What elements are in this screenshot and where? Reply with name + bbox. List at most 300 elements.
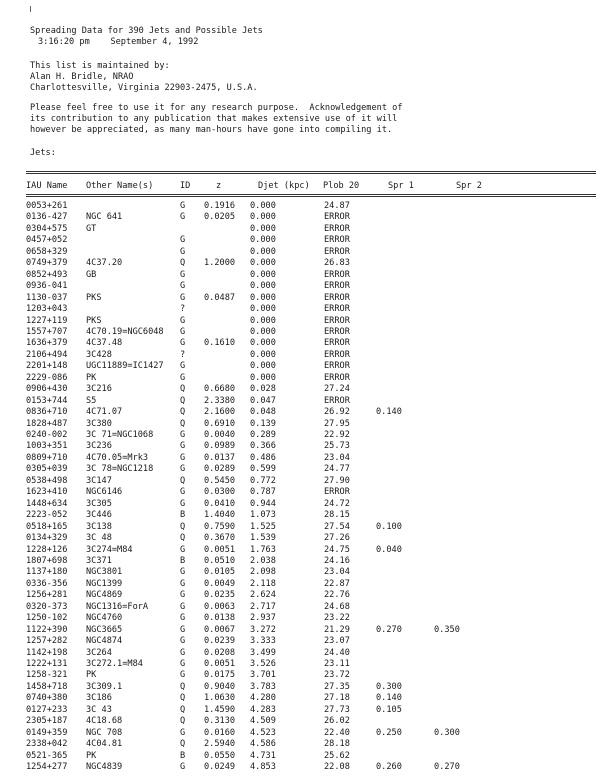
table-row <box>26 361 601 371</box>
cell-id-code: Q <box>180 475 186 486</box>
cell-iau-name: 0149+359 <box>26 727 68 738</box>
cell-plob: 26.92 <box>324 407 350 418</box>
cell-other-name: 4C71.07 <box>86 407 123 418</box>
cell-plob: 23.11 <box>324 659 350 669</box>
cell-spr2: 0.350 <box>434 624 460 635</box>
cell-spr1: 0.140 <box>376 693 402 704</box>
cell-other-name: 3C309.1 <box>86 681 123 692</box>
cell-plob: ERROR <box>324 304 350 315</box>
cell-djet: 4.280 <box>250 693 276 704</box>
cell-other-name: PK <box>86 750 97 761</box>
cell-id-code: B <box>180 750 186 761</box>
cell-id-code: G <box>180 762 186 773</box>
cell-other-name: NGC4869 <box>86 590 123 601</box>
cell-iau-name: 0320-373 <box>26 601 68 612</box>
cell-djet: 0.047 <box>250 395 276 406</box>
cell-plob: ERROR <box>324 349 350 360</box>
cell-plob: 23.07 <box>324 636 350 647</box>
table-row <box>26 258 601 268</box>
cell-djet: 3.783 <box>250 681 276 692</box>
cell-redshift: 0.0138 <box>204 613 236 624</box>
cell-redshift: 0.0051 <box>204 659 236 669</box>
cell-other-name: 3C186 <box>86 693 112 704</box>
cell-other-name: NGC 641 <box>86 212 123 223</box>
cell-plob: 22.92 <box>324 430 350 440</box>
cell-plob: 27.90 <box>324 475 350 486</box>
cell-id-code: G <box>180 281 186 292</box>
cell-redshift: 0.0160 <box>204 727 236 738</box>
cell-plob: 22.76 <box>324 590 350 601</box>
cell-djet: 2.118 <box>250 578 276 589</box>
cell-djet: 0.000 <box>250 326 276 337</box>
cell-id-code: Q <box>180 739 186 750</box>
cell-redshift: 0.0208 <box>204 647 236 658</box>
cell-plob: 24.72 <box>324 498 350 509</box>
cell-redshift: 0.0049 <box>204 578 236 589</box>
cell-other-name: NGC3665 <box>86 624 123 635</box>
cell-iau-name: 0127+233 <box>26 704 68 715</box>
cell-other-name: GT <box>86 223 97 234</box>
cell-plob: ERROR <box>324 269 350 280</box>
table-row <box>26 453 601 463</box>
cell-iau-name: 0936-041 <box>26 281 68 292</box>
cell-djet: 0.000 <box>250 212 276 223</box>
cell-plob: 27.95 <box>324 418 350 429</box>
cell-redshift: 0.0989 <box>204 441 236 452</box>
table-row <box>26 201 601 211</box>
cell-id-code: ? <box>180 304 186 315</box>
maintainer-intro: This list is maintained by: <box>30 61 170 71</box>
cell-spr1: 0.300 <box>376 681 402 692</box>
cell-djet: 0.000 <box>250 269 276 280</box>
cell-redshift: 0.0550 <box>204 750 236 761</box>
cell-spr1: 0.250 <box>376 727 402 738</box>
cell-redshift: 1.0630 <box>204 693 236 704</box>
table-row <box>26 602 601 612</box>
cell-iau-name: 1137+180 <box>26 567 68 578</box>
cell-plob: 27.18 <box>324 693 350 704</box>
cell-other-name: NGC4874 <box>86 636 123 647</box>
cell-iau-name: 0906+430 <box>26 384 68 395</box>
cell-iau-name: 1257+282 <box>26 636 68 647</box>
cell-other-name: PKS <box>86 292 102 303</box>
cell-iau-name: 0809+710 <box>26 452 68 463</box>
table-row <box>26 384 601 394</box>
cell-redshift: 0.0289 <box>204 464 236 475</box>
cell-redshift: 0.0063 <box>204 601 236 612</box>
cell-plob: ERROR <box>324 212 350 223</box>
cell-iau-name: 0538+498 <box>26 475 68 486</box>
cell-plob: 24.16 <box>324 555 350 566</box>
cell-id-code: B <box>180 555 186 566</box>
cell-plob: ERROR <box>324 281 350 292</box>
cell-djet: 2.624 <box>250 590 276 601</box>
table-row <box>26 625 601 635</box>
cell-iau-name: 1557+707 <box>26 326 68 337</box>
cell-plob: 27.26 <box>324 533 350 544</box>
cell-other-name: 3C371 <box>86 555 112 566</box>
cell-iau-name: 1250-102 <box>26 613 68 624</box>
cell-plob: ERROR <box>324 361 350 372</box>
cell-id-code: G <box>180 372 186 383</box>
cell-iau-name: 1130-037 <box>26 292 68 303</box>
time-text: 3:16:20 pm <box>38 37 90 47</box>
cell-id-code: ? <box>180 349 186 360</box>
cell-id-code: Q <box>180 704 186 715</box>
table-row <box>26 579 601 589</box>
document-title: Spreading Data for 390 Jets and Possible Jets <box>30 26 263 36</box>
cell-djet: 4.523 <box>250 727 276 738</box>
cell-plob: ERROR <box>324 395 350 406</box>
cell-id-code: Q <box>180 533 186 544</box>
cell-other-name: 3C138 <box>86 521 112 532</box>
cell-djet: 0.944 <box>250 498 276 509</box>
cell-id-code: Q <box>180 395 186 406</box>
table-row <box>26 533 601 543</box>
table-row <box>26 235 601 245</box>
cell-id-code: Q <box>180 384 186 395</box>
cell-iau-name: 0658+329 <box>26 246 68 257</box>
table-row <box>26 693 601 703</box>
cell-djet: 1.539 <box>250 533 276 544</box>
table-row <box>26 613 601 623</box>
cell-other-name: 4C04.81 <box>86 739 123 750</box>
cell-plob: ERROR <box>324 235 350 246</box>
cell-redshift: 0.0239 <box>204 636 236 647</box>
cell-iau-name: 0740+380 <box>26 693 68 704</box>
cell-id-code: G <box>180 647 186 658</box>
table-row <box>26 441 601 451</box>
cell-iau-name: 0153+744 <box>26 395 68 406</box>
cell-id-code: Q <box>180 681 186 692</box>
cell-id-code: Q <box>180 693 186 704</box>
col-djet: Djet (kpc) <box>258 181 310 191</box>
cell-plob: 27.73 <box>324 704 350 715</box>
cell-iau-name: 0134+329 <box>26 533 68 544</box>
cell-redshift: 0.0175 <box>204 670 236 681</box>
cell-redshift: 0.0205 <box>204 212 236 223</box>
cell-other-name: NGC4760 <box>86 613 123 624</box>
cell-iau-name: 1142+198 <box>26 647 68 658</box>
cell-iau-name: 1636+379 <box>26 338 68 349</box>
cell-spr1: 0.100 <box>376 521 402 532</box>
cell-redshift: 0.3670 <box>204 533 236 544</box>
cell-djet: 0.000 <box>250 338 276 349</box>
cell-djet: 4.731 <box>250 750 276 761</box>
cell-plob: ERROR <box>324 487 350 498</box>
table-row <box>26 545 601 555</box>
cell-id-code: Q <box>180 407 186 418</box>
cell-djet: 0.000 <box>250 258 276 269</box>
cell-other-name: 4C18.68 <box>86 716 123 727</box>
cell-djet: 3.272 <box>250 624 276 635</box>
maintainer-name: Alan H. Bridle, NRAO <box>30 72 134 82</box>
cell-iau-name: 0305+039 <box>26 464 68 475</box>
cell-djet: 0.000 <box>250 361 276 372</box>
cell-id-code: G <box>180 441 186 452</box>
table-row <box>26 430 601 440</box>
cell-djet: 0.000 <box>250 223 276 234</box>
cell-djet: 1.763 <box>250 544 276 555</box>
punch-mark <box>30 6 31 12</box>
cell-djet: 0.028 <box>250 384 276 395</box>
cell-plob: 24.68 <box>324 601 350 612</box>
cell-plob: 27.54 <box>324 521 350 532</box>
cell-djet: 2.038 <box>250 555 276 566</box>
cell-id-code: G <box>180 464 186 475</box>
cell-redshift: 0.0051 <box>204 544 236 555</box>
cell-id-code: G <box>180 727 186 738</box>
column-header-row <box>26 181 601 192</box>
cell-other-name: 3C380 <box>86 418 112 429</box>
jets-label: Jets: <box>30 148 56 158</box>
cell-redshift: 0.0040 <box>204 430 236 440</box>
cell-iau-name: 0852+493 <box>26 269 68 280</box>
table-row <box>26 464 601 474</box>
table-row <box>26 293 601 303</box>
cell-plob: 24.40 <box>324 647 350 658</box>
cell-id-code: G <box>180 567 186 578</box>
cell-redshift: 0.0487 <box>204 292 236 303</box>
table-row <box>26 212 601 222</box>
cell-iau-name: 2305+187 <box>26 716 68 727</box>
table-row <box>26 510 601 520</box>
table-row <box>26 522 601 532</box>
cell-djet: 0.787 <box>250 487 276 498</box>
cell-djet: 0.000 <box>250 372 276 383</box>
table-row <box>26 739 601 749</box>
cell-plob: 24.87 <box>324 201 350 211</box>
cell-id-code: G <box>180 624 186 635</box>
cell-plob: 22.87 <box>324 578 350 589</box>
table-row <box>26 762 601 772</box>
notice-line-1: Please feel free to use it for any research purpose. Acknowledgement of <box>30 103 403 113</box>
cell-plob: ERROR <box>324 338 350 349</box>
cell-plob: 25.62 <box>324 750 350 761</box>
cell-djet: 0.366 <box>250 441 276 452</box>
cell-id-code: G <box>180 430 186 440</box>
cell-iau-name: 0336-356 <box>26 578 68 589</box>
cell-djet: 0.000 <box>250 315 276 326</box>
cell-other-name: NGC3801 <box>86 567 123 578</box>
cell-other-name: 4C37.20 <box>86 258 123 269</box>
cell-redshift: 1.4040 <box>204 510 236 521</box>
col-id: ID <box>180 181 191 191</box>
cell-other-name: S5 <box>86 395 97 406</box>
cell-id-code: G <box>180 292 186 303</box>
table-row <box>26 648 601 658</box>
cell-djet: 1.073 <box>250 510 276 521</box>
cell-redshift: 2.1600 <box>204 407 236 418</box>
cell-other-name: PK <box>86 670 97 681</box>
cell-djet: 0.139 <box>250 418 276 429</box>
jets-table <box>26 201 601 776</box>
cell-iau-name: 2229-086 <box>26 372 68 383</box>
cell-djet: 0.000 <box>250 349 276 360</box>
maintainer-address: Charlottesville, Virginia 22903-2475, U.S.A. <box>30 83 258 93</box>
col-spr1: Spr 1 <box>388 181 414 191</box>
cell-redshift: 0.0137 <box>204 452 236 463</box>
cell-iau-name: 2338+042 <box>26 739 68 750</box>
cell-plob: 24.75 <box>324 544 350 555</box>
cell-other-name: PK <box>86 372 97 383</box>
cell-other-name: 3C272.1=M84 <box>86 659 143 669</box>
cell-other-name: GB <box>86 269 97 280</box>
cell-iau-name: 1228+126 <box>26 544 68 555</box>
table-row <box>26 304 601 314</box>
table-row <box>26 316 601 326</box>
cell-redshift: 0.0235 <box>204 590 236 601</box>
cell-redshift: 1.4590 <box>204 704 236 715</box>
cell-djet: 0.000 <box>250 201 276 211</box>
notice-line-2: its contribution to any publication that makes extensive use of it will <box>30 114 398 124</box>
table-row <box>26 728 601 738</box>
cell-iau-name: 1458+718 <box>26 681 68 692</box>
cell-djet: 1.525 <box>250 521 276 532</box>
table-row <box>26 636 601 646</box>
cell-id-code: G <box>180 659 186 669</box>
cell-id-code: Q <box>180 418 186 429</box>
cell-plob: ERROR <box>324 223 350 234</box>
cell-spr1: 0.270 <box>376 624 402 635</box>
cell-djet: 3.701 <box>250 670 276 681</box>
table-top-rule <box>26 171 596 174</box>
cell-other-name: 3C446 <box>86 510 112 521</box>
cell-plob: 23.72 <box>324 670 350 681</box>
cell-other-name: PKS <box>86 315 102 326</box>
cell-djet: 3.499 <box>250 647 276 658</box>
notice-line-3: however be appreciated, as many man-hours have gone into compiling it. <box>30 125 393 135</box>
cell-iau-name: 0749+379 <box>26 258 68 269</box>
cell-redshift: 0.1610 <box>204 338 236 349</box>
table-row <box>26 419 601 429</box>
cell-other-name: 3C236 <box>86 441 112 452</box>
cell-other-name: 3C428 <box>86 349 112 360</box>
cell-iau-name: 1256+281 <box>26 590 68 601</box>
cell-djet: 4.586 <box>250 739 276 750</box>
table-row <box>26 670 601 680</box>
table-row <box>26 590 601 600</box>
cell-id-code: Q <box>180 716 186 727</box>
cell-redshift: 0.3130 <box>204 716 236 727</box>
cell-id-code: G <box>180 613 186 624</box>
cell-id-code: G <box>180 326 186 337</box>
cell-id-code: G <box>180 235 186 246</box>
cell-other-name: NGC1399 <box>86 578 123 589</box>
table-row <box>26 338 601 348</box>
cell-id-code: G <box>180 636 186 647</box>
cell-plob: 23.04 <box>324 452 350 463</box>
cell-plob: ERROR <box>324 292 350 303</box>
cell-iau-name: 0304+575 <box>26 223 68 234</box>
cell-id-code: G <box>180 361 186 372</box>
cell-plob: 27.35 <box>324 681 350 692</box>
cell-other-name: 3C 71=NGC1068 <box>86 430 154 440</box>
cell-other-name: 3C264 <box>86 647 112 658</box>
cell-djet: 0.289 <box>250 430 276 440</box>
cell-id-code: G <box>180 590 186 601</box>
cell-spr1: 0.260 <box>376 762 402 773</box>
cell-djet: 0.486 <box>250 452 276 463</box>
cell-iau-name: 1203+043 <box>26 304 68 315</box>
cell-id-code: G <box>180 246 186 257</box>
col-spr2: Spr 2 <box>456 181 482 191</box>
cell-iau-name: 1623+410 <box>26 487 68 498</box>
cell-id-code: G <box>180 338 186 349</box>
table-row <box>26 499 601 509</box>
cell-other-name: 4C37.48 <box>86 338 123 349</box>
cell-other-name: 3C147 <box>86 475 112 486</box>
cell-redshift: 2.5940 <box>204 739 236 750</box>
cell-spr2: 0.270 <box>434 762 460 773</box>
cell-iau-name: 0521-365 <box>26 750 68 761</box>
table-row <box>26 751 601 761</box>
cell-plob: 26.02 <box>324 716 350 727</box>
cell-redshift: 1.2000 <box>204 258 236 269</box>
cell-other-name: NGC 708 <box>86 727 123 738</box>
cell-other-name: 3C 48 <box>86 533 112 544</box>
cell-iau-name: 1003+351 <box>26 441 68 452</box>
cell-iau-name: 1807+698 <box>26 555 68 566</box>
table-row <box>26 567 601 577</box>
col-iau-name: IAU Name <box>26 181 68 191</box>
cell-plob: ERROR <box>324 326 350 337</box>
cell-iau-name: 0518+165 <box>26 521 68 532</box>
cell-redshift: 0.5450 <box>204 475 236 486</box>
cell-redshift: 0.7590 <box>204 521 236 532</box>
date-text: September 4, 1992 <box>110 37 199 47</box>
cell-redshift: 0.0410 <box>204 498 236 509</box>
cell-iau-name: 1828+487 <box>26 418 68 429</box>
cell-djet: 0.000 <box>250 246 276 257</box>
cell-plob: 24.77 <box>324 464 350 475</box>
cell-redshift: 0.0249 <box>204 762 236 773</box>
cell-djet: 4.283 <box>250 704 276 715</box>
table-row <box>26 716 601 726</box>
cell-other-name: NGC4839 <box>86 762 123 773</box>
cell-id-code: G <box>180 601 186 612</box>
cell-spr1: 0.040 <box>376 544 402 555</box>
cell-id-code: G <box>180 315 186 326</box>
cell-redshift: 0.0105 <box>204 567 236 578</box>
cell-djet: 0.000 <box>250 304 276 315</box>
cell-iau-name: 0457+052 <box>26 235 68 246</box>
cell-iau-name: 1258-321 <box>26 670 68 681</box>
cell-djet: 3.526 <box>250 659 276 669</box>
cell-redshift: 2.3380 <box>204 395 236 406</box>
cell-iau-name: 1122+390 <box>26 624 68 635</box>
cell-iau-name: 1448+634 <box>26 498 68 509</box>
cell-id-code: G <box>180 487 186 498</box>
cell-djet: 0.000 <box>250 235 276 246</box>
table-row <box>26 476 601 486</box>
table-row <box>26 373 601 383</box>
cell-other-name: 4C70.05=Mrk3 <box>86 452 149 463</box>
cell-plob: ERROR <box>324 315 350 326</box>
cell-djet: 2.098 <box>250 567 276 578</box>
cell-djet: 0.772 <box>250 475 276 486</box>
cell-other-name: 3C 78=NGC1218 <box>86 464 154 475</box>
table-row <box>26 487 601 497</box>
table-header-rule <box>26 194 596 197</box>
cell-redshift: 0.0510 <box>204 555 236 566</box>
table-row <box>26 281 601 291</box>
cell-other-name: 3C 43 <box>86 704 112 715</box>
table-row <box>26 396 601 406</box>
table-row <box>26 224 601 234</box>
col-plob: Plob 20 <box>323 181 360 191</box>
cell-djet: 0.000 <box>250 281 276 292</box>
